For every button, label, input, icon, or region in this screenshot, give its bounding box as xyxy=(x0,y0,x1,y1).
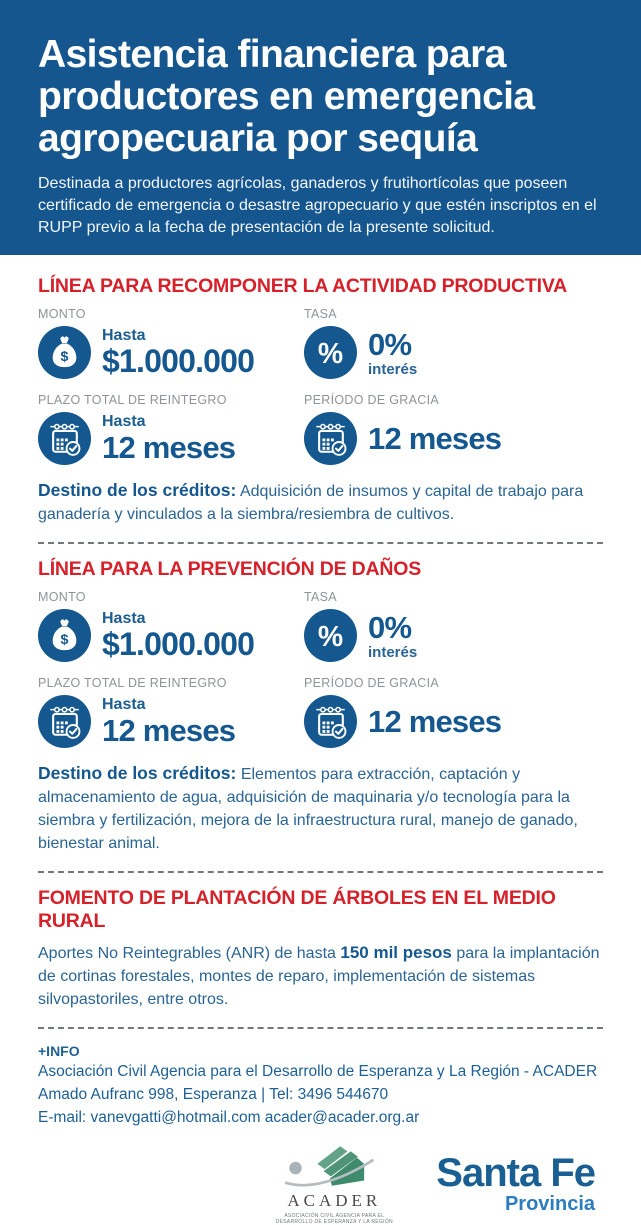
stat-monto xyxy=(38,307,300,379)
stat-plazo xyxy=(38,393,300,465)
fomento-heading: FOMENTO DE PLANTACIÓN DE ÁRBOLES EN EL MEDIO RURAL xyxy=(38,887,556,932)
stat-value: $1.000.000 xyxy=(102,343,255,379)
header-banner xyxy=(0,0,641,255)
stat-label: TASA xyxy=(304,590,337,604)
stat-label: PLAZO TOTAL DE REINTEGRO xyxy=(38,676,227,690)
acader-wordmark: ACADER xyxy=(287,1191,382,1210)
calendar-check-icon xyxy=(38,695,91,748)
stat-gracia xyxy=(304,676,603,748)
stat-prefix: Hasta xyxy=(102,413,146,430)
stat-suffix: interés xyxy=(368,360,418,378)
stat-plazo xyxy=(38,676,300,748)
money-bag-icon xyxy=(38,609,91,662)
stat-value: 0% xyxy=(368,326,412,362)
stat-prefix: Hasta xyxy=(102,696,146,713)
footer-logos xyxy=(38,1141,603,1225)
title-line-3: agropecuaria por sequía xyxy=(38,117,478,160)
page-title xyxy=(38,34,603,160)
section-1-heading: LÍNEA PARA RECOMPONER LA ACTIVIDAD PRODUCTIVA xyxy=(38,275,568,297)
info-address-phone: Amado Aufranc 998, Esperanza | Tel: 3496 544670 xyxy=(38,1086,389,1103)
stat-value: 12 meses xyxy=(102,430,236,465)
acader-tagline-line-2: DESARROLLO DE ESPERANZA Y LA REGIÓN xyxy=(275,1219,393,1225)
title-line-2: productores en emergencia xyxy=(38,75,535,118)
stat-suffix: interés xyxy=(368,643,418,661)
fomento-text-after: para la implantación de cortinas forestales, montes de reparo, implementación de sistemas silvopastoriles, entre otros. xyxy=(38,945,600,1008)
fomento-paragraph xyxy=(38,941,603,1011)
dashed-divider xyxy=(38,1027,603,1029)
stat-value: 12 meses xyxy=(368,704,502,739)
stat-prefix: Hasta xyxy=(102,327,146,344)
stat-value: 0% xyxy=(368,609,412,645)
stat-label: MONTO xyxy=(38,307,86,321)
fomento-amount: 150 mil pesos xyxy=(340,943,452,962)
destino-paragraph-1 xyxy=(38,479,603,526)
stat-prefix: Hasta xyxy=(102,610,146,627)
section-2-heading: LÍNEA PARA LA PREVENCIÓN DE DAÑOS xyxy=(38,558,422,580)
header-subtitle: Destinada a productores agrícolas, ganaderos y frutihortícolas que poseen certificado de emergencia o desastre agropecuario y que estén inscriptos en el RUPP previo a la fecha de presentación de la presente solicitud. xyxy=(38,175,597,236)
svg-text:%: % xyxy=(317,620,344,653)
acader-tagline xyxy=(276,1213,393,1225)
destino-label: Destino de los créditos: xyxy=(38,480,237,500)
svg-text:$: $ xyxy=(60,632,69,649)
destino-paragraph-2 xyxy=(38,762,603,855)
calendar-check-icon xyxy=(38,412,91,465)
stat-label: TASA xyxy=(304,307,337,321)
destino-text: Adquisición de insumos y capital de trabajo para ganadería y vinculados a la siembra/resiembra de cultivos. xyxy=(38,483,584,523)
stat-label: PERÍODO DE GRACIA xyxy=(304,393,439,407)
money-bag-icon xyxy=(38,326,91,379)
stat-label: MONTO xyxy=(38,590,86,604)
contact-info xyxy=(38,1042,603,1129)
info-label: +INFO xyxy=(38,1043,80,1059)
stat-value: $1.000.000 xyxy=(102,626,255,662)
stat-tasa xyxy=(304,590,603,662)
stat-value: 12 meses xyxy=(368,421,502,456)
stat-gracia xyxy=(304,393,603,465)
destino-text: Elementos para extracción, captación y almacenamiento de agua, adquisición de maquinaria y/o tecnología para la siembra y fertilización, mejora de la infraestructura rural, manejo de ganado, bienestar animal. xyxy=(38,766,578,852)
stat-label: PERÍODO DE GRACIA xyxy=(304,676,439,690)
acader-tagline-line-1: ASOCIACIÓN CIVIL AGENCIA PARA EL xyxy=(284,1213,385,1219)
dashed-divider xyxy=(38,542,603,544)
stat-tasa xyxy=(304,307,603,379)
stat-value: 12 meses xyxy=(102,713,236,748)
main-content xyxy=(0,275,641,1225)
stat-monto xyxy=(38,590,300,662)
stat-label: PLAZO TOTAL DE REINTEGRO xyxy=(38,393,227,407)
santafe-logo xyxy=(436,1152,595,1215)
calendar-check-icon xyxy=(304,695,357,748)
info-organization: Asociación Civil Agencia para el Desarrollo de Esperanza y La Región - ACADER xyxy=(38,1063,598,1080)
info-email: E-mail: vanevgatti@hotmail.com acader@acader.org.ar xyxy=(38,1109,420,1126)
dashed-divider xyxy=(38,871,603,873)
fomento-text-before: Aportes No Reintegrables (ANR) de hasta xyxy=(38,945,341,962)
acader-logo xyxy=(266,1141,402,1225)
title-line-1: Asistencia financiera para xyxy=(38,33,506,76)
section-2-stats xyxy=(38,590,603,748)
santafe-wordmark: Santa Fe xyxy=(436,1150,595,1195)
destino-label: Destino de los créditos: xyxy=(38,763,237,783)
svg-text:%: % xyxy=(317,337,344,370)
percent-icon xyxy=(304,609,357,662)
svg-text:$: $ xyxy=(60,349,69,366)
section-1-stats xyxy=(38,307,603,465)
santafe-provincia-label: Provincia xyxy=(504,1192,595,1215)
acader-logo-art xyxy=(278,1141,390,1193)
percent-icon xyxy=(304,326,357,379)
calendar-check-icon xyxy=(304,412,357,465)
